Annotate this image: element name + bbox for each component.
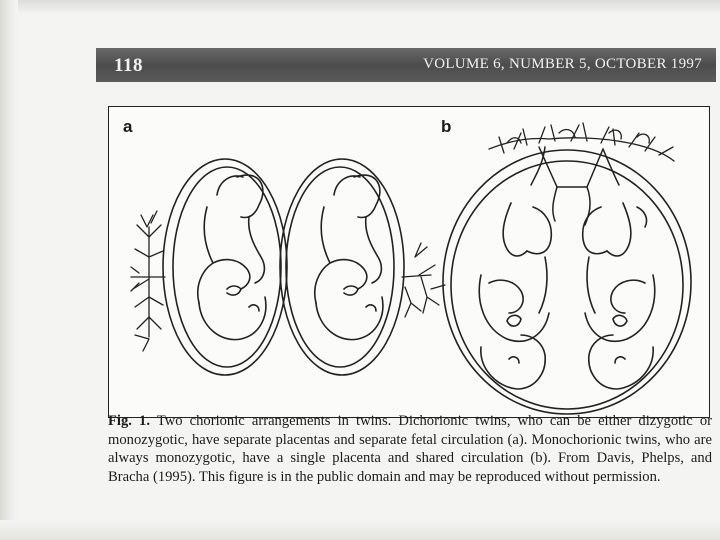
fetus-b-right (583, 203, 655, 389)
page-number: 118 (114, 55, 143, 76)
figure-caption (108, 412, 712, 486)
figure-frame (108, 106, 710, 418)
scan-top-shadow (0, 0, 720, 14)
panel-b-label: b (441, 117, 452, 136)
placenta-b-shared (489, 123, 674, 161)
scan-left-edge (0, 0, 18, 540)
panel-a-label: a (123, 117, 133, 136)
twins-illustration (109, 107, 709, 417)
panel-a-illustration (131, 159, 445, 375)
scan-bottom-shadow (0, 520, 720, 540)
caption-text: Two chorionic arrangements in twins. Dichorionic twins, who can be either dizygotic or monozygotic, have separate placentas and separate fetal circulation (a). Monochorionic twins, who are always monozygotic, have a single placenta and shared circulation (b). From Davis, Phelps, and Bracha (1995). This figure is in the public domain and may be reproduced without permission. (108, 413, 712, 485)
panel-b-illustration (443, 123, 691, 414)
fetus-a-right (315, 175, 383, 340)
fetus-b-left (479, 203, 551, 389)
journal-volume-info: VOLUME 6, NUMBER 5, OCTOBER 1997 (423, 56, 702, 72)
placenta-a-right (402, 243, 445, 317)
caption-label: Fig. 1. (108, 413, 150, 429)
chorion-shared-inner (451, 161, 683, 409)
placenta-a-left (131, 211, 165, 351)
fetus-a-left (198, 175, 266, 340)
journal-header-bar (96, 48, 716, 82)
chorion-right-outer (280, 159, 404, 375)
chorion-left-outer (163, 159, 287, 375)
